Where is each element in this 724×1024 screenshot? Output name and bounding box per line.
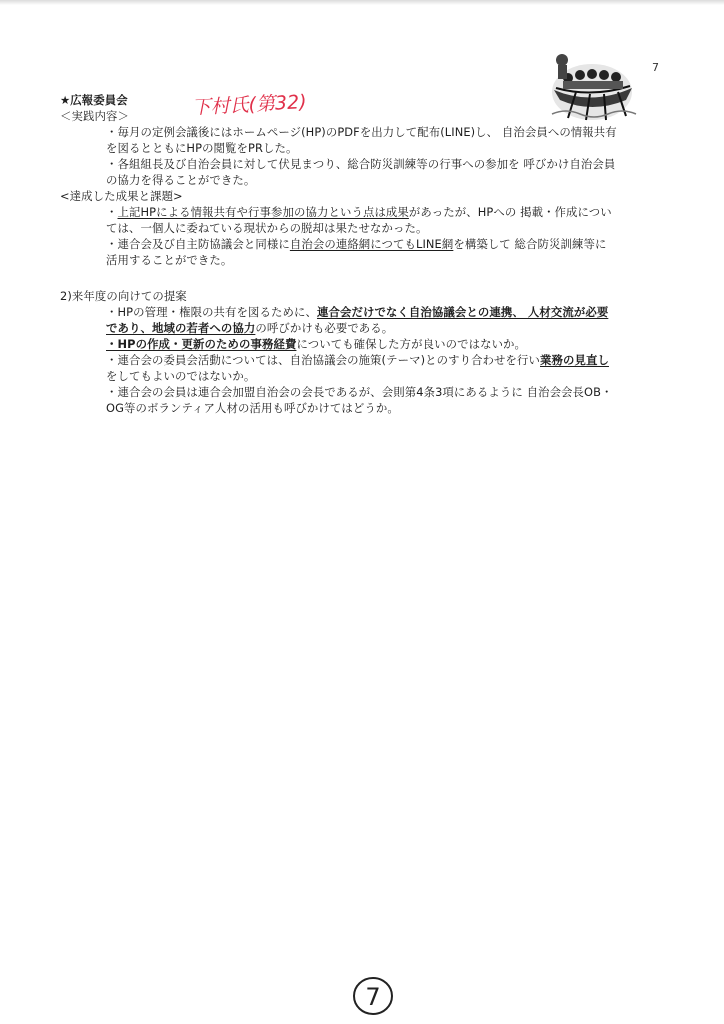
proposal-1-rest: の呼びかけも必要である。 bbox=[255, 321, 394, 335]
result-1-bullet: ・ bbox=[106, 205, 118, 219]
proposal-2-emphasis: ・HPの作成・更新のための事務経費 bbox=[106, 337, 297, 351]
proposal-3-line-2: をしてもよいのではないか。 bbox=[106, 369, 256, 383]
proposal-2-line bbox=[60, 336, 664, 352]
scan-top-edge bbox=[0, 0, 724, 5]
proposal-3-line-1 bbox=[60, 352, 664, 368]
proposal-1-line-1 bbox=[60, 304, 664, 320]
proposal-heading: 2)来年度の向けての提案 bbox=[60, 289, 187, 303]
section-title: ★広報委員会 bbox=[60, 93, 128, 107]
result-item-1-line-2: ては、一個人に委ねている現状からの脱却は果たせなかった。 bbox=[106, 221, 428, 235]
result-item-2-line-1 bbox=[60, 236, 664, 252]
proposal-3-lead: ・連合会の委員会活動については、自治協議会の施策(テーマ)とのすり合わせを行い bbox=[106, 353, 541, 367]
document-body bbox=[60, 92, 664, 416]
proposal-1-emphasis-2: であり、地域の若者への協力 bbox=[106, 321, 256, 335]
proposal-4-line-2: OG等のボランティア人材の活用も呼びかけてはどうか。 bbox=[106, 401, 399, 415]
proposal-1-line-2 bbox=[60, 320, 664, 336]
result-item-1-line-1 bbox=[60, 204, 664, 220]
results-heading: <達成した成果と課題> bbox=[60, 189, 183, 203]
proposal-1-emphasis-1: 連合会だけでなく自治協議会との連携、 人材交流が必要 bbox=[316, 305, 609, 319]
result-1-underlined: 上記HPによる情報共有や行事参加の協力という点は成果 bbox=[117, 205, 409, 219]
proposal-2-rest: についても確保した方が良いのではないか。 bbox=[296, 337, 527, 351]
practice-item-2-line-2: の協力を得ることができた。 bbox=[106, 173, 256, 187]
result-2-rest: を構築して 総合防災訓練等に bbox=[453, 237, 607, 251]
practice-heading: ＜実践内容＞ bbox=[60, 109, 129, 123]
proposal-3-emphasis: 業務の見直し bbox=[540, 353, 609, 367]
practice-item-1-line-1: ・毎月の定例会議後にはホームページ(HP)のPDFを出力して配布(LINE)し、 自治会員への情報共有 bbox=[106, 125, 617, 139]
result-1-rest: があったが、HPへの 掲載・作成につい bbox=[408, 205, 612, 219]
proposal-4-line-1: ・連合会の会員は連合会加盟自治会の会長であるが、会則第4条3項にあるように 自治会会長OB・ bbox=[106, 385, 613, 399]
result-2-lead: ・連合会及び自主防協議会と同様に bbox=[106, 237, 290, 251]
practice-item-1-line-2: を図るとともにHPの閲覧をPRした。 bbox=[106, 141, 298, 155]
page-number-top: 7 bbox=[652, 61, 659, 74]
result-2-underlined: 自治会の連絡網につてもLINE網 bbox=[289, 237, 454, 251]
practice-item-2-line-1: ・各組組長及び自治会員に対して伏見まつり、総合防災訓練等の行事への参加を 呼びかけ自治会員 bbox=[106, 157, 616, 171]
proposal-1-lead: ・HPの管理・権限の共有を図るために、 bbox=[106, 305, 317, 319]
page-number-bottom: 7 bbox=[365, 983, 381, 1011]
result-item-2-line-2: 活用することができた。 bbox=[106, 253, 233, 267]
circled-page-number bbox=[351, 974, 395, 1018]
handwritten-note-text: 下村氏(第32) bbox=[191, 91, 308, 119]
